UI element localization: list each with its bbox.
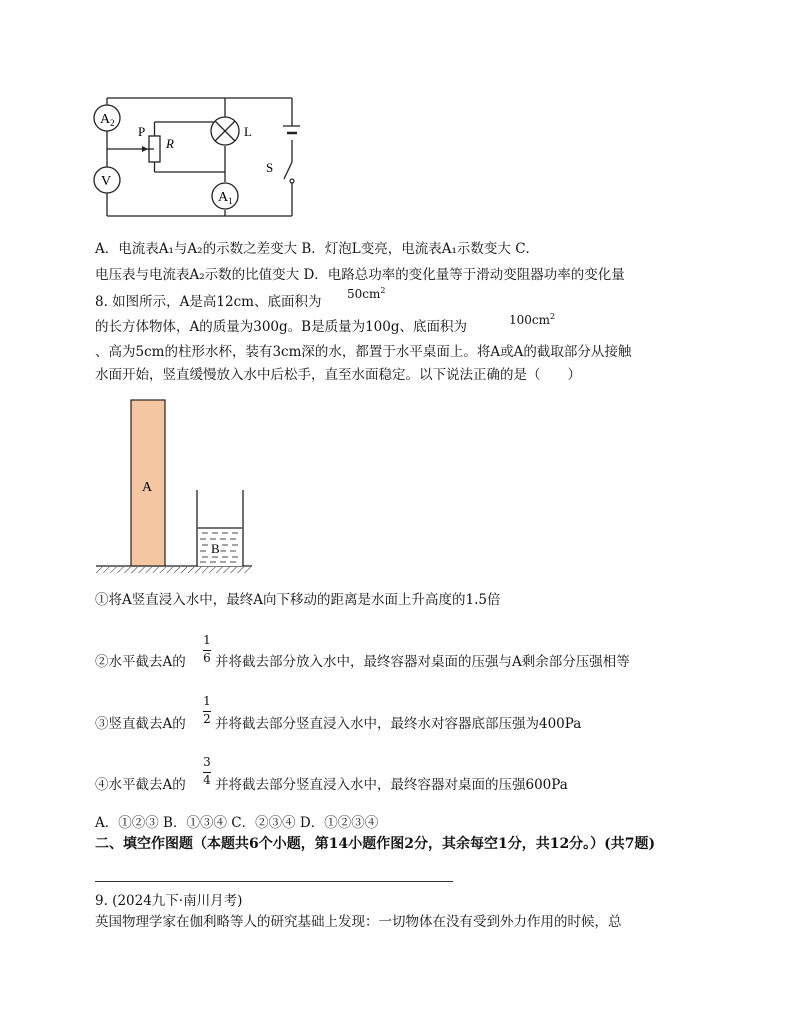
circuit-diagram — [90, 92, 300, 222]
statement-4-frac-num: 3 — [203, 755, 211, 769]
statement-3-suffix: 并将截去部分竖直浸入水中，最终水对容器底部压强为400Pa — [215, 716, 582, 732]
statement-2-prefix: ②水平截去A的 — [95, 654, 186, 670]
statement-1: ①将A竖直浸入水中，最终A向下移动的距离是水面上升高度的1.5倍 — [95, 592, 501, 608]
section-2-title: 二、填空作图题（本题共6个小题，第14小题作图2分，其余每空1分，共12分。）(共7题) — [95, 836, 656, 852]
voltmeter-label: V — [101, 174, 112, 189]
statement-2-frac-num: 1 — [203, 633, 211, 647]
statement-4-suffix: 并将截去部分竖直浸入水中，最终容器对桌面的压强600Pa — [215, 777, 568, 793]
lamp-label: L — [244, 124, 252, 139]
cup-b-label: B — [211, 541, 220, 556]
q7-options-line1: A．电流表A₁与A₂的示数之差变大 B．灯泡L变亮，电流表A₁示数变大 C． — [95, 241, 540, 257]
separator-rule — [95, 881, 453, 882]
block-a-label: A — [142, 480, 153, 495]
statement-4-prefix: ④水平截去A的 — [95, 777, 186, 793]
wiper-label: P — [138, 124, 146, 139]
q7-options-line2: 电压表与电流表A₂示数的比值变大 D．电路总功率的变化量等于滑动变阻器功率的变化量 — [95, 267, 625, 283]
q8-line1: 8. 如图所示，A是高12cm、底面积为 — [95, 294, 322, 310]
statement-3-frac-den: 2 — [203, 712, 211, 726]
statement-2-suffix: 并将截去部分放入水中，最终容器对桌面的压强与A剩余部分压强相等 — [215, 654, 630, 670]
q8-area2: $100cm^2$ — [509, 312, 556, 327]
q8-line2: 的长方体物体，A的质量为300g。B是质量为100g、底面积为 — [95, 319, 467, 335]
q9-text: 英国物理学家在伽利略等人的研究基础上发现：一切物体在没有受到外力作用的时候，总 — [95, 914, 622, 930]
statement-2-frac-den: 6 — [203, 651, 211, 665]
statement-4-frac-den: 4 — [203, 773, 211, 787]
q8-line4: 水面开始，竖直缓慢放入水中后松手，直至水面稳定。以下说法正确的是（ ） — [95, 367, 581, 383]
statement-3-prefix: ③竖直截去A的 — [95, 716, 186, 732]
statement-3-frac-num: 1 — [203, 694, 211, 708]
cup-b — [197, 490, 243, 566]
q8-figure — [94, 398, 254, 576]
switch-label: S — [266, 160, 274, 175]
q8-line3: 、高为5cm的柱形水杯，装有3cm深的水，都置于水平桌面上。将A或A的截取部分从接触 — [95, 344, 632, 360]
q8-area1: $50cm^2$ — [347, 286, 386, 301]
rheostat-label: R — [166, 136, 174, 151]
ammeter-a2-label: $A_2$ — [100, 112, 115, 128]
q9-source: 9. (2024九下·南川月考) — [95, 893, 243, 909]
q8-options: A．①②③ B．①③④ C．②③④ D．①②③④ — [95, 815, 379, 831]
ammeter-a1-label: $A_1$ — [218, 190, 233, 206]
